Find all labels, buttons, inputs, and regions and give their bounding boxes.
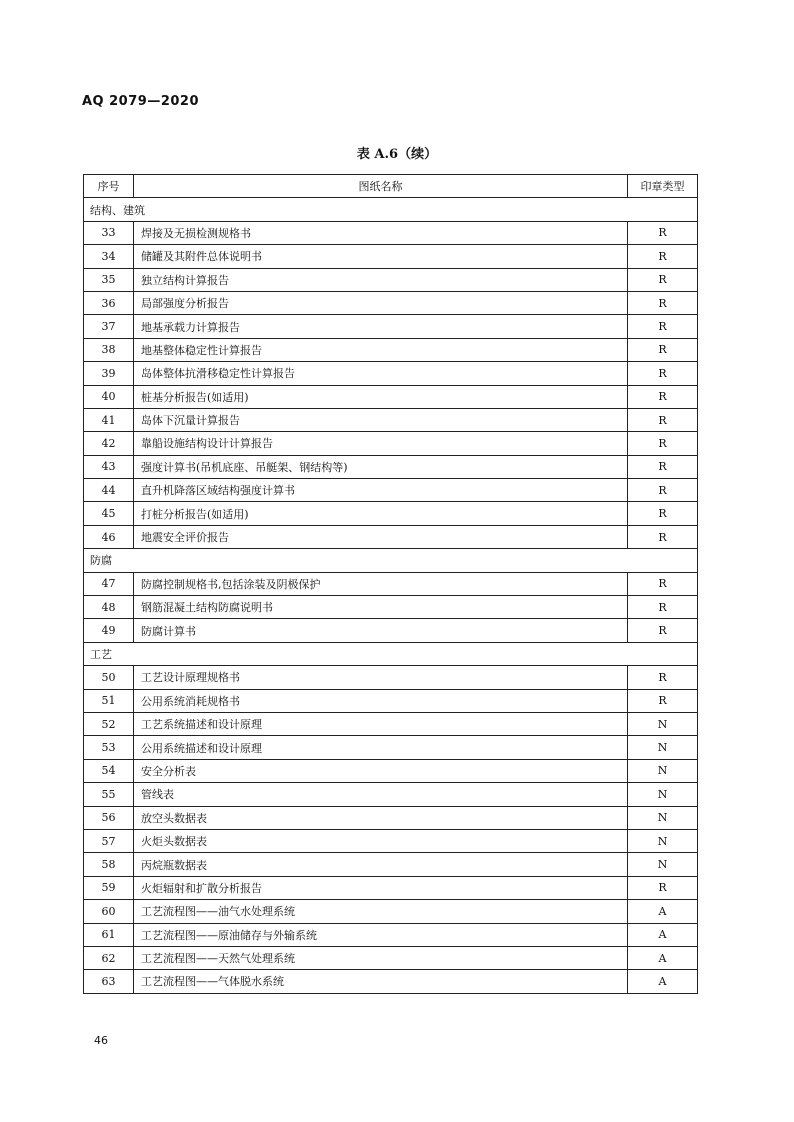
seal-type: R [628, 385, 698, 408]
drawing-name: 工艺系统描述和设计原理 [134, 712, 628, 735]
seal-type: R [628, 221, 698, 244]
seal-type: R [628, 455, 698, 478]
row-number: 33 [84, 221, 134, 244]
row-number: 58 [84, 853, 134, 876]
drawing-list-table [83, 174, 698, 994]
section-row [84, 198, 698, 221]
row-number: 57 [84, 829, 134, 852]
table-row [84, 408, 698, 431]
seal-type: R [628, 525, 698, 548]
drawing-name: 放空头数据表 [134, 806, 628, 829]
table-row [84, 736, 698, 759]
table-row [84, 479, 698, 502]
drawing-name: 钢筋混凝土结构防腐说明书 [134, 596, 628, 619]
column-header-no: 序号 [84, 175, 134, 198]
table-row [84, 338, 698, 361]
table-row [84, 525, 698, 548]
seal-type: R [628, 502, 698, 525]
drawing-name: 防腐计算书 [134, 619, 628, 642]
drawing-name: 岛体下沉量计算报告 [134, 408, 628, 431]
drawing-name: 强度计算书(吊机底座、吊艇架、钢结构等) [134, 455, 628, 478]
table-row [84, 596, 698, 619]
table-row [84, 900, 698, 923]
table-header-row [84, 175, 698, 198]
row-number: 45 [84, 502, 134, 525]
table-row [84, 970, 698, 993]
drawing-name: 火炬头数据表 [134, 829, 628, 852]
table-row [84, 829, 698, 852]
seal-type: A [628, 900, 698, 923]
row-number: 34 [84, 245, 134, 268]
row-number: 60 [84, 900, 134, 923]
row-number: 36 [84, 291, 134, 314]
table-row [84, 689, 698, 712]
seal-type: R [628, 876, 698, 899]
table-row [84, 806, 698, 829]
row-number: 49 [84, 619, 134, 642]
seal-type: R [628, 338, 698, 361]
drawing-name: 火炬辐射和扩散分析报告 [134, 876, 628, 899]
row-number: 40 [84, 385, 134, 408]
drawing-name: 工艺流程图——气体脱水系统 [134, 970, 628, 993]
table-row [84, 946, 698, 969]
drawing-name: 靠船设施结构设计计算报告 [134, 432, 628, 455]
row-number: 54 [84, 759, 134, 782]
section-label: 防腐 [84, 549, 698, 572]
drawing-name: 打桩分析报告(如适用) [134, 502, 628, 525]
drawing-name: 工艺流程图——原油储存与外输系统 [134, 923, 628, 946]
row-number: 46 [84, 525, 134, 548]
row-number: 44 [84, 479, 134, 502]
row-number: 62 [84, 946, 134, 969]
drawing-name: 公用系统描述和设计原理 [134, 736, 628, 759]
row-number: 48 [84, 596, 134, 619]
seal-type: R [628, 689, 698, 712]
row-number: 56 [84, 806, 134, 829]
table-row [84, 759, 698, 782]
seal-type: A [628, 970, 698, 993]
row-number: 43 [84, 455, 134, 478]
column-header-name: 图纸名称 [134, 175, 628, 198]
seal-type: R [628, 479, 698, 502]
row-number: 52 [84, 712, 134, 735]
table-row [84, 245, 698, 268]
table-title: 表 A.6（续） [356, 147, 438, 162]
drawing-name: 直升机降落区域结构强度计算书 [134, 479, 628, 502]
seal-type: R [628, 268, 698, 291]
drawing-name: 地基整体稳定性计算报告 [134, 338, 628, 361]
seal-type: A [628, 923, 698, 946]
document-code: AQ 2079—2020 [82, 94, 200, 109]
seal-type: R [628, 666, 698, 689]
seal-type: N [628, 806, 698, 829]
row-number: 47 [84, 572, 134, 595]
row-number: 59 [84, 876, 134, 899]
table-row [84, 362, 698, 385]
drawing-name: 桩基分析报告(如适用) [134, 385, 628, 408]
seal-type: A [628, 946, 698, 969]
table-row [84, 666, 698, 689]
table-row [84, 783, 698, 806]
seal-type: N [628, 853, 698, 876]
table-row [84, 923, 698, 946]
seal-type: R [628, 315, 698, 338]
row-number: 51 [84, 689, 134, 712]
drawing-name: 地震安全评价报告 [134, 525, 628, 548]
table-row [84, 432, 698, 455]
seal-type: N [628, 736, 698, 759]
table-row [84, 455, 698, 478]
drawing-name: 丙烷瓶数据表 [134, 853, 628, 876]
table-row [84, 572, 698, 595]
row-number: 61 [84, 923, 134, 946]
drawing-name: 岛体整体抗滑移稳定性计算报告 [134, 362, 628, 385]
column-header-type: 印章类型 [628, 175, 698, 198]
table-row [84, 385, 698, 408]
drawing-name: 局部强度分析报告 [134, 291, 628, 314]
table-body [84, 198, 698, 993]
seal-type: R [628, 619, 698, 642]
drawing-name: 地基承载力计算报告 [134, 315, 628, 338]
drawing-name: 公用系统消耗规格书 [134, 689, 628, 712]
seal-type: R [628, 432, 698, 455]
drawing-name: 独立结构计算报告 [134, 268, 628, 291]
table-row [84, 712, 698, 735]
row-number: 37 [84, 315, 134, 338]
seal-type: R [628, 245, 698, 268]
row-number: 55 [84, 783, 134, 806]
page-number: 46 [94, 1034, 108, 1047]
row-number: 63 [84, 970, 134, 993]
table-row [84, 619, 698, 642]
row-number: 35 [84, 268, 134, 291]
drawing-name: 管线表 [134, 783, 628, 806]
seal-type: N [628, 829, 698, 852]
table-row [84, 853, 698, 876]
table-row [84, 502, 698, 525]
row-number: 53 [84, 736, 134, 759]
section-label: 工艺 [84, 642, 698, 665]
drawing-name: 防腐控制规格书,包括涂装及阴极保护 [134, 572, 628, 595]
section-row [84, 549, 698, 572]
drawing-name: 工艺设计原理规格书 [134, 666, 628, 689]
table-row [84, 315, 698, 338]
table-row [84, 291, 698, 314]
section-row [84, 642, 698, 665]
drawing-name: 工艺流程图——天然气处理系统 [134, 946, 628, 969]
table-row [84, 268, 698, 291]
drawing-name: 储罐及其附件总体说明书 [134, 245, 628, 268]
drawing-name: 工艺流程图——油气水处理系统 [134, 900, 628, 923]
row-number: 50 [84, 666, 134, 689]
drawing-name: 安全分析表 [134, 759, 628, 782]
seal-type: R [628, 291, 698, 314]
seal-type: R [628, 408, 698, 431]
seal-type: R [628, 572, 698, 595]
table-row [84, 221, 698, 244]
section-label: 结构、建筑 [84, 198, 698, 221]
row-number: 38 [84, 338, 134, 361]
seal-type: R [628, 596, 698, 619]
seal-type: N [628, 712, 698, 735]
drawing-name: 焊接及无损检测规格书 [134, 221, 628, 244]
row-number: 41 [84, 408, 134, 431]
seal-type: N [628, 783, 698, 806]
row-number: 39 [84, 362, 134, 385]
seal-type: N [628, 759, 698, 782]
row-number: 42 [84, 432, 134, 455]
seal-type: R [628, 362, 698, 385]
table-row [84, 876, 698, 899]
